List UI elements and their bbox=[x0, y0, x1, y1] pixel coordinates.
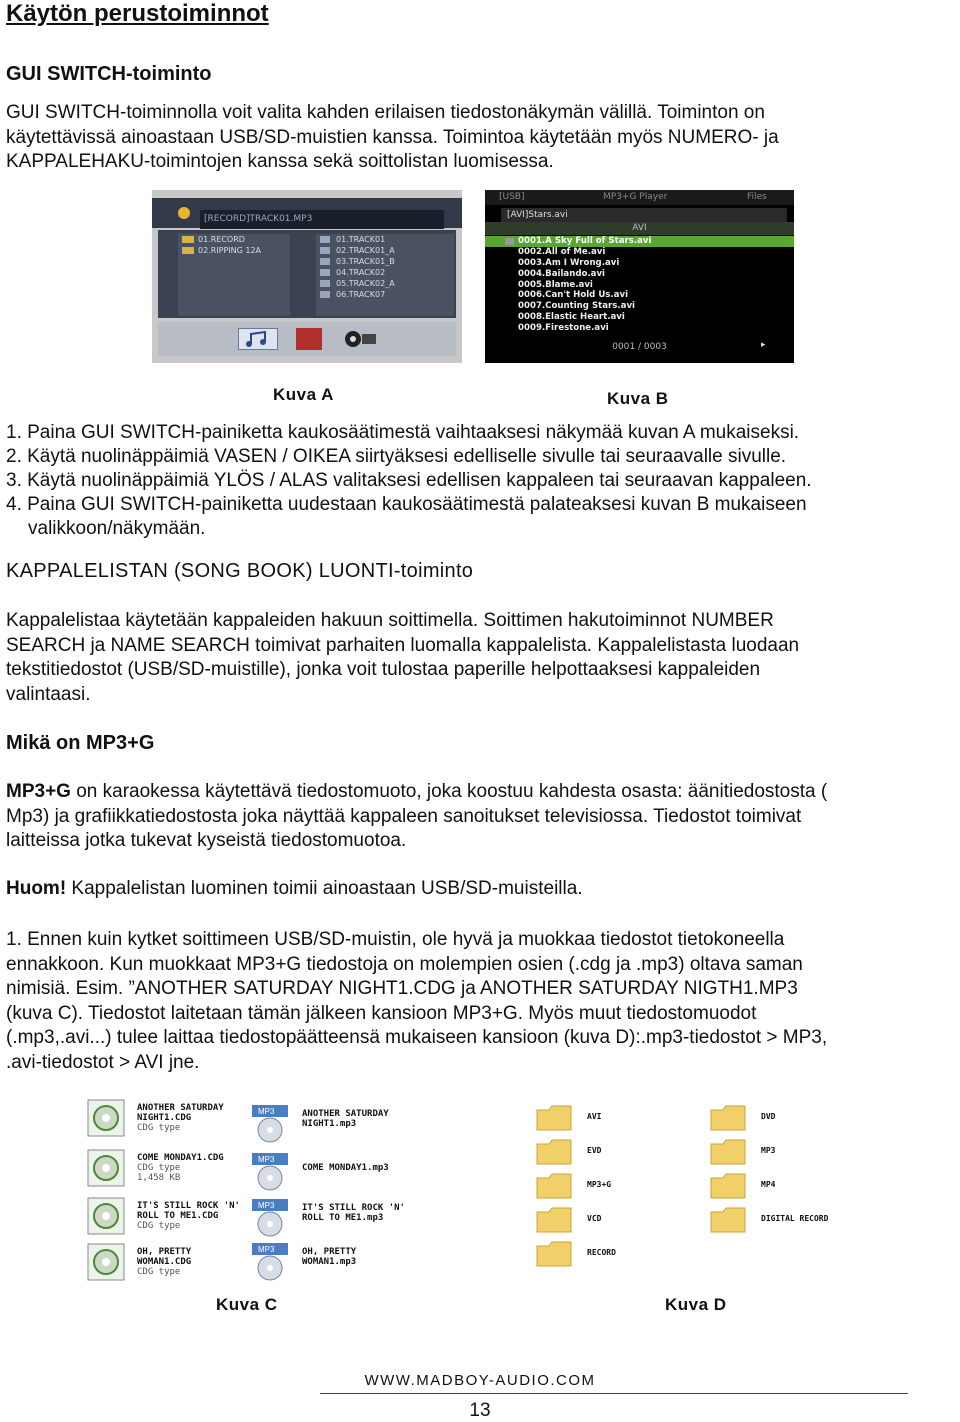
photo-mode-icon[interactable] bbox=[296, 328, 322, 350]
songbook-heading: KAPPALELISTAN (SONG BOOK) LUONTI-toiminto bbox=[6, 560, 474, 582]
folder-icon bbox=[535, 1206, 575, 1234]
track-row[interactable]: 02.TRACK01_A bbox=[316, 245, 454, 256]
folder-item[interactable]: VCD bbox=[535, 1206, 715, 1238]
music-note-icon bbox=[320, 236, 330, 243]
folder-icon bbox=[709, 1206, 749, 1234]
mp3-file[interactable]: MP3 OH, PRETTY WOMAN1.mp3 bbox=[250, 1241, 410, 1285]
cdg-file[interactable]: ANOTHER SATURDAY NIGHT1.CDG CDG type bbox=[85, 1097, 245, 1141]
kuva-b-caption: Kuva B bbox=[607, 389, 669, 408]
video-mode-icon[interactable] bbox=[344, 328, 378, 350]
folder-row[interactable]: 02.RIPPING 12A bbox=[178, 245, 290, 256]
gui-switch-heading: GUI SWITCH-toiminto bbox=[6, 63, 212, 85]
cdg-file-icon bbox=[85, 1195, 127, 1237]
svg-text:MP3: MP3 bbox=[258, 1201, 275, 1210]
track-row[interactable]: 05.TRACK02_A bbox=[316, 278, 454, 289]
step-item: 4. Paina GUI SWITCH-painiketta uudestaan kaukosäätimestä palateaksesi kuvan B mukaiseen bbox=[6, 494, 807, 515]
folder-icon bbox=[182, 236, 194, 243]
track-row[interactable]: 04.TRACK02 bbox=[316, 267, 454, 278]
kuva-a-path: [RECORD]TRACK01.MP3 bbox=[200, 210, 444, 229]
folder-label: AVI bbox=[485, 222, 794, 235]
kuva-a-track-list bbox=[316, 234, 454, 316]
music-mode-icon[interactable] bbox=[238, 328, 278, 350]
page-title: Käytön perustoiminnot bbox=[6, 0, 269, 27]
step-item: valikkoon/näkymään. bbox=[28, 518, 206, 539]
current-file: [AVI]Stars.avi bbox=[501, 208, 787, 222]
mp3-file[interactable]: MP3 ANOTHER SATURDAY NIGHT1.mp3 bbox=[250, 1103, 410, 1147]
files-label: Files bbox=[747, 192, 767, 202]
cdg-file-icon bbox=[85, 1241, 127, 1283]
svg-text:MP3: MP3 bbox=[258, 1245, 275, 1254]
step-item: 1. Paina GUI SWITCH-painiketta kaukosäätimestä vaihtaaksesi näkymää kuvan A mukaiseksi. bbox=[6, 422, 800, 443]
kuva-a-toolbar bbox=[158, 322, 456, 356]
folder-icon bbox=[535, 1104, 575, 1132]
file-icon bbox=[505, 238, 514, 245]
text-line: (.mp3,.avi...) tulee laittaa tiedostopäätteensä mukaiseen kansioon (kuva D):.mp3-tiedostot > MP3, bbox=[6, 1027, 828, 1048]
page-number: 13 bbox=[469, 1400, 491, 1421]
mp3-file-icon bbox=[250, 1151, 292, 1193]
folder-icon bbox=[535, 1240, 575, 1268]
kuva-c-caption: Kuva C bbox=[216, 1295, 278, 1314]
file-row[interactable]: 0002.All of Me.avi bbox=[518, 246, 606, 257]
track-row[interactable]: 03.TRACK01_B bbox=[316, 256, 454, 267]
note-paragraph bbox=[6, 877, 583, 902]
text-line: tekstitiedostot (USB/SD-muistille), jonka voit tulostaa paperille helpottaaksesi kappaleiden bbox=[6, 659, 761, 680]
text-line: SEARCH ja NAME SEARCH toimivat parhaiten luomalla kappalelista. Kappalelistasta luodaan bbox=[6, 634, 800, 656]
instructions bbox=[6, 928, 827, 1075]
kuva-a-screenshot bbox=[152, 190, 462, 363]
text-line: laitteissa jotka tukevat kyseistä tiedostomuotoa. bbox=[6, 830, 407, 851]
cdg-file[interactable]: IT'S STILL ROCK 'N' ROLL TO ME1.CDG CDG type bbox=[85, 1195, 245, 1239]
next-page-icon[interactable]: ▸ bbox=[761, 340, 766, 350]
note-bold: Huom! bbox=[6, 878, 67, 899]
music-note-icon bbox=[320, 258, 330, 265]
cdg-file-icon bbox=[85, 1097, 127, 1139]
folder-icon bbox=[709, 1104, 749, 1132]
folder-item[interactable]: MP4 bbox=[709, 1172, 889, 1204]
music-note-icon bbox=[320, 247, 330, 254]
cdg-file[interactable]: OH, PRETTY WOMAN1.CDG CDG type bbox=[85, 1241, 245, 1285]
gui-switch-text bbox=[6, 101, 779, 175]
text-line: KAPPALEHAKU-toimintojen kanssa sekä soittolistan luomisessa. bbox=[6, 151, 554, 172]
file-row[interactable]: 0004.Bailando.avi bbox=[518, 268, 606, 279]
mp3-file-icon bbox=[250, 1197, 292, 1239]
footer-url: WWW.MADBOY-AUDIO.COM bbox=[364, 1372, 596, 1389]
file-row[interactable]: 0003.Am I Wrong.avi bbox=[518, 257, 620, 268]
text-line: (kuva C). Tiedostot laitetaan tämän jälkeen kansioon MP3+G. Myös muut tiedostomuodot bbox=[6, 1002, 757, 1024]
kuva-a-header bbox=[152, 198, 462, 228]
kuva-c-file-listing bbox=[80, 1095, 410, 1285]
kuva-a-caption: Kuva A bbox=[273, 385, 334, 404]
text-line: valintaasi. bbox=[6, 683, 91, 705]
mp3-file-icon bbox=[250, 1241, 292, 1283]
music-note-icon bbox=[320, 291, 330, 298]
text-line: Kappalelistaa käytetään kappaleiden hakuun soittimella. Soittimen hakutoiminnot NUMBER bbox=[6, 610, 774, 631]
file-row[interactable]: 0007.Counting Stars.avi bbox=[518, 301, 636, 312]
kuva-b-screenshot bbox=[485, 190, 794, 363]
folder-icon bbox=[182, 247, 194, 254]
folder-icon bbox=[709, 1172, 749, 1200]
folder-item[interactable]: DVD bbox=[709, 1104, 889, 1136]
mp3g-bold: MP3+G bbox=[6, 781, 71, 802]
mp3g-heading: Mikä on MP3+G bbox=[6, 732, 155, 754]
text-line: ennakkoon. Kun muokkaat MP3+G tiedostoja on molempien osien (.cdg ja .mp3) oltava saman bbox=[6, 953, 803, 975]
folder-icon bbox=[535, 1172, 575, 1200]
page-indicator: 0001 / 0003 bbox=[612, 342, 667, 352]
step-item: 3. Käytä nuolinäppäimiä YLÖS / ALAS valitaksesi edellisen kappaleen tai seuraavan kappaleen. bbox=[6, 470, 812, 491]
svg-text:MP3: MP3 bbox=[258, 1155, 275, 1164]
mp3-file-icon bbox=[250, 1103, 292, 1145]
mp3-file[interactable]: MP3 COME MONDAY1.mp3 bbox=[250, 1151, 410, 1195]
text-line: Mp3) ja grafiikkatiedostosta joka näyttää kappaleen sanoitukset televisiossa. Tiedostot toimivat bbox=[6, 805, 802, 827]
music-note-icon bbox=[320, 269, 330, 276]
cdg-file[interactable]: COME MONDAY1.CDG CDG type 1,458 KB bbox=[85, 1147, 245, 1191]
note-text: Kappalelistan luominen toimii ainoastaan USB/SD-muisteilla. bbox=[66, 878, 583, 899]
text-line: GUI SWITCH-toiminnolla voit valita kahden erilaisen tiedostonäkymän välillä. Toiminton on bbox=[6, 102, 765, 123]
svg-text:MP3: MP3 bbox=[258, 1107, 275, 1116]
folder-row[interactable]: 01.RECORD bbox=[178, 234, 290, 245]
file-row[interactable]: 0005.Blame.avi bbox=[518, 279, 593, 290]
file-row[interactable]: 0008.Elastic Heart.avi bbox=[518, 312, 625, 323]
kuva-a-folder-list bbox=[178, 234, 290, 316]
kuva-b-topbar bbox=[485, 190, 794, 205]
track-row[interactable]: 06.TRACK07 bbox=[316, 289, 454, 300]
kuva-d-folder-listing bbox=[535, 1100, 915, 1280]
text-line: käytettävissä ainoastaan USB/SD-muistien kanssa. Toimintoa käytetään myös NUMERO- ja bbox=[6, 126, 779, 148]
kuva-d-caption: Kuva D bbox=[665, 1295, 727, 1314]
folder-item[interactable]: AVI bbox=[535, 1104, 715, 1136]
cdg-file-icon bbox=[85, 1147, 127, 1189]
folder-icon bbox=[709, 1138, 749, 1166]
folder-item[interactable]: EVD bbox=[535, 1138, 715, 1170]
songbook-text bbox=[6, 609, 799, 707]
text-line: 1. Ennen kuin kytket soittimeen USB/SD-muistin, ole hyvä ja muokkaa tiedostot tietokoneella bbox=[6, 929, 785, 950]
source-label: [USB] bbox=[499, 192, 525, 202]
close-icon bbox=[178, 207, 190, 219]
track-row[interactable]: 01.TRACK01 bbox=[316, 234, 454, 245]
mp3-file[interactable]: MP3 IT'S STILL ROCK 'N' ROLL TO ME1.mp3 bbox=[250, 1197, 410, 1241]
player-title: MP3+G Player bbox=[603, 192, 668, 202]
text-line: on karaokessa käytettävä tiedostomuoto, joka koostuu kahdesta osasta: äänitiedostosta ( bbox=[70, 781, 828, 802]
text-line: nimisiä. Esim. ”ANOTHER SATURDAY NIGHT1.CDG ja ANOTHER SATURDAY NIGTH1.MP3 bbox=[6, 978, 798, 999]
folder-item[interactable]: MP3 bbox=[709, 1138, 889, 1170]
step-item: 2. Käytä nuolinäppäimiä VASEN / OIKEA siirtyäksesi edelliselle sivulle tai seuraavalle sivulle. bbox=[6, 446, 787, 467]
file-row-selected[interactable]: 0001.A Sky Full of Stars.avi bbox=[485, 236, 794, 247]
mp3g-text bbox=[6, 780, 827, 854]
file-row[interactable]: 0009.Firestone.avi bbox=[518, 323, 609, 334]
footer-divider bbox=[320, 1393, 908, 1394]
kuva-b-file-list bbox=[485, 236, 794, 334]
folder-item[interactable]: MP3+G bbox=[535, 1172, 715, 1204]
text-line: .avi-tiedostot > AVI jne. bbox=[6, 1051, 200, 1073]
folder-item[interactable]: DIGITAL RECORD bbox=[709, 1206, 889, 1238]
music-note-icon bbox=[320, 280, 330, 287]
kuva-a-browser bbox=[158, 230, 456, 318]
steps-list bbox=[6, 421, 812, 541]
file-row[interactable]: 0006.Can't Hold Us.avi bbox=[518, 290, 629, 301]
folder-icon bbox=[535, 1138, 575, 1166]
folder-item[interactable]: RECORD bbox=[535, 1240, 715, 1272]
